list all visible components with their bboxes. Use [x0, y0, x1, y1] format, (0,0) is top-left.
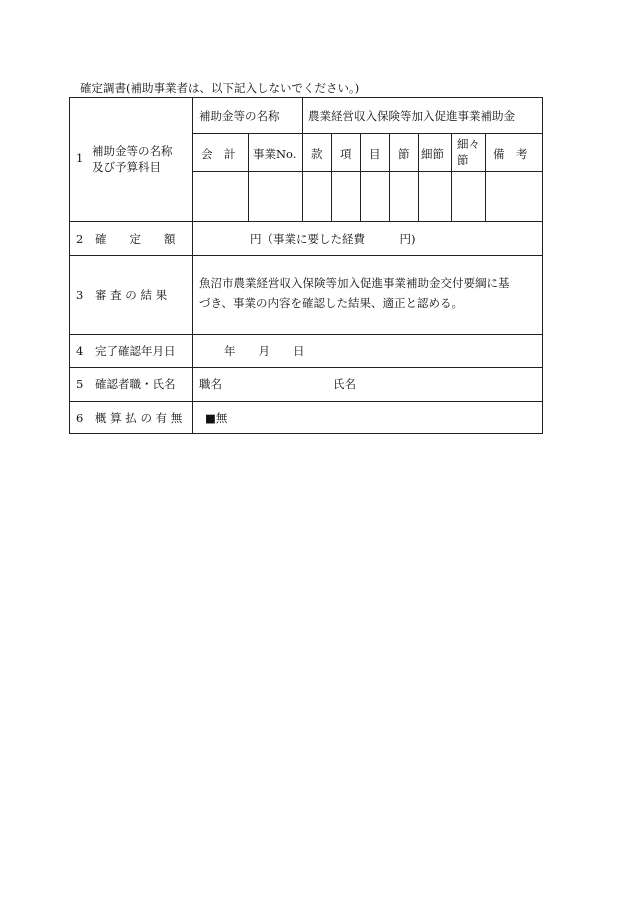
page-title: 確定調書(補助事業者は、以下記入しないでください。) — [80, 81, 360, 95]
subsidy-name-value: 農業経営収入保険等加入促進事業補助金 — [308, 109, 515, 123]
review-text: づき、事業の内容を確認した結果、適正と認める。 — [199, 296, 464, 310]
subsidy-name-label: 補助金等の名称 — [199, 109, 280, 123]
header-saisai: 節 — [457, 153, 469, 167]
row-number: 1 — [76, 151, 84, 165]
col-divider — [302, 97, 303, 221]
header-biko: 備 考 — [493, 147, 528, 161]
row-label: 及び予算科目 — [92, 160, 161, 174]
row-divider — [69, 255, 543, 256]
header-setsu: 節 — [398, 147, 410, 161]
row-number: 3 — [76, 288, 84, 302]
row-label: 確認者職・氏名 — [95, 377, 176, 391]
col-divider — [451, 133, 452, 221]
subsidy-header-divider — [192, 171, 543, 172]
confirmer-name-label: 氏名 — [333, 377, 356, 391]
label-column-divider — [192, 97, 193, 434]
row-label: 補助金等の名称 — [92, 144, 173, 158]
row-label: 確 定 額 — [95, 232, 176, 246]
row-label: 完了確認年月日 — [95, 344, 176, 358]
row-number: 5 — [76, 377, 84, 391]
row-divider — [69, 367, 543, 368]
row-label: 概 算 払 の 有 無 — [95, 411, 183, 425]
row-label: 審 査 の 結 果 — [95, 288, 168, 302]
review-text: 魚沼市農業経営収入保険等加入促進事業補助金交付要綱に基 — [199, 276, 510, 290]
col-divider — [360, 133, 361, 221]
confirmer-title-label: 職名 — [199, 377, 222, 391]
col-divider — [418, 133, 419, 221]
row-divider — [69, 221, 543, 222]
row-number: 4 — [76, 344, 84, 358]
amount-text: 円（事業に要した経費 円) — [250, 232, 416, 246]
header-kaikei: 会 計 — [201, 147, 236, 161]
row-number: 6 — [76, 411, 84, 425]
col-divider — [248, 133, 249, 221]
col-divider — [485, 133, 486, 221]
subsidy-name-divider — [192, 133, 543, 134]
header-ko: 項 — [340, 147, 352, 161]
header-kan: 款 — [311, 147, 323, 161]
header-jigyo-no: 事業No. — [253, 147, 297, 161]
col-divider — [331, 133, 332, 221]
row-divider — [69, 401, 543, 402]
row-divider — [69, 334, 543, 335]
row-number: 2 — [76, 232, 84, 246]
col-divider — [389, 133, 390, 221]
header-saisai: 細々 — [457, 137, 480, 151]
advance-payment-status: ■無 — [205, 411, 228, 425]
header-saisetsu: 細節 — [421, 147, 444, 161]
completion-date: 年 月 日 — [224, 344, 305, 358]
header-moku: 目 — [369, 147, 381, 161]
